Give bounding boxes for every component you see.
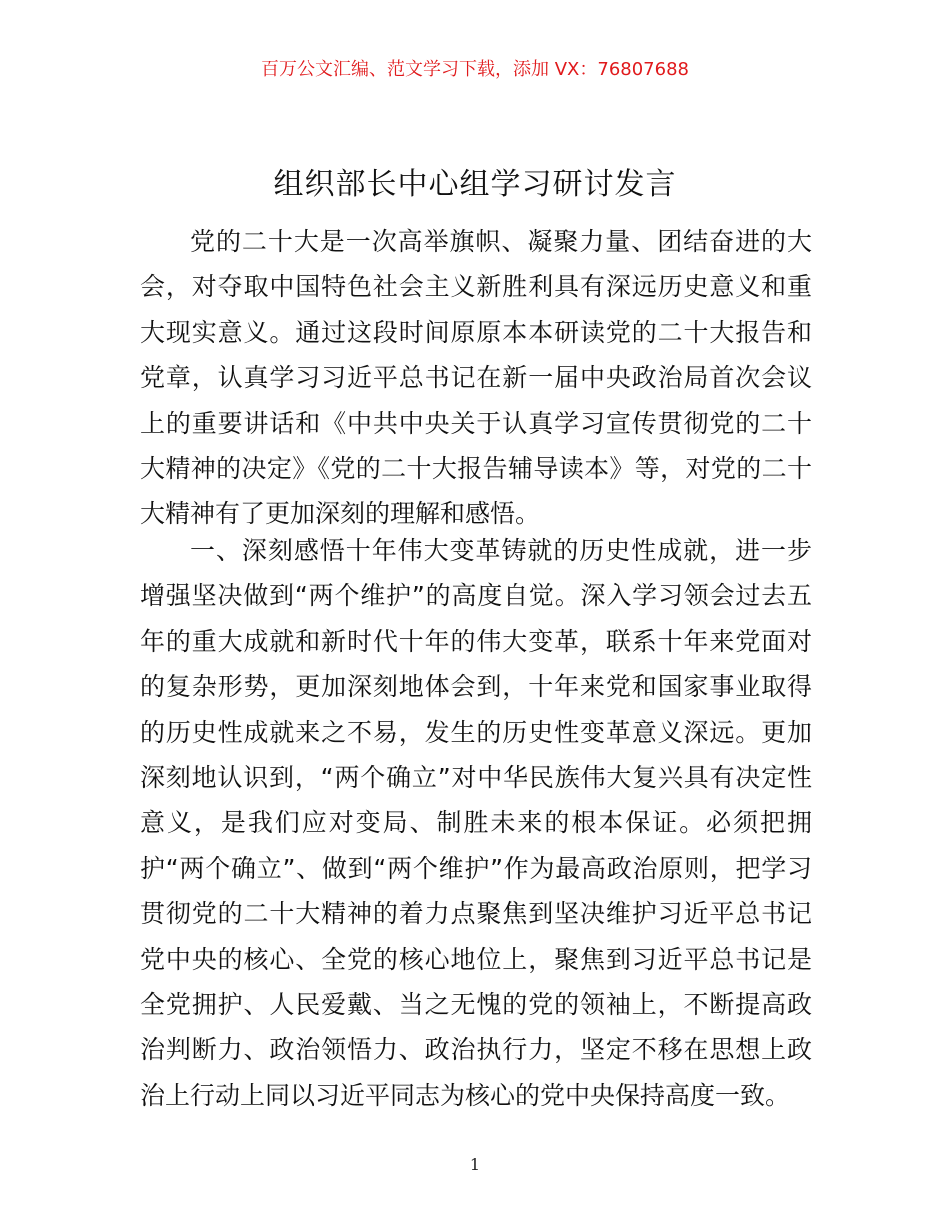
page-number: 1 (469, 1155, 481, 1174)
document-title: 组织部长中心组学习研讨发言 (273, 167, 677, 202)
paragraph-section-one: 一、深刻感悟十年伟大变革铸就的历史性成就，进一步增强坚决做到“两个维护”的高度自觉。深入学习领会过去五年的重大成就和新时代十年的伟大变革，联系十年来党面对的复杂形势，更加深刻地体会到，十年来党和国家事业取得的历史性成就来之不易，发生的历史性变革意义深远。更加深刻地认识到，“两个确立”对中华民族伟大复兴具有决定性意义，是我们应对变局、制胜未来的根本保证。必须把拥护“两个确立”、做到“两个维护”作为最高政治原则，把学习贯彻党的二十大精神的着力点聚焦到坚决维护习近平总书记党中央的核心、全党的核心地位上，聚焦到习近平总书记是全党拥护、人民爱戴、当之无愧的党的领袖上，不断提高政治判断力、政治领悟力、政治执行力，坚定不移在思想上政治上行动上同以习近平同志为核心的党中央保持高度一致。 (140, 536, 812, 1110)
header-promo-note: 百万公文汇编、范文学习下载，添加 VX：76807688 (261, 59, 689, 80)
paragraph-intro: 党的二十大是一次高举旗帜、凝聚力量、团结奋进的大会，对夺取中国特色社会主义新胜利具有深远历史意义和重大现实意义。通过这段时间原原本本研读党的二十大报告和党章，认真学习习近平总书记在新一届中央政治局首次会议上的重要讲话和《中共中央关于认真学习宣传贯彻党的二十大精神的决定》《党的二十大报告辅导读本》等，对党的二十大精神有了更加深刻的理解和感悟。 (140, 227, 812, 529)
